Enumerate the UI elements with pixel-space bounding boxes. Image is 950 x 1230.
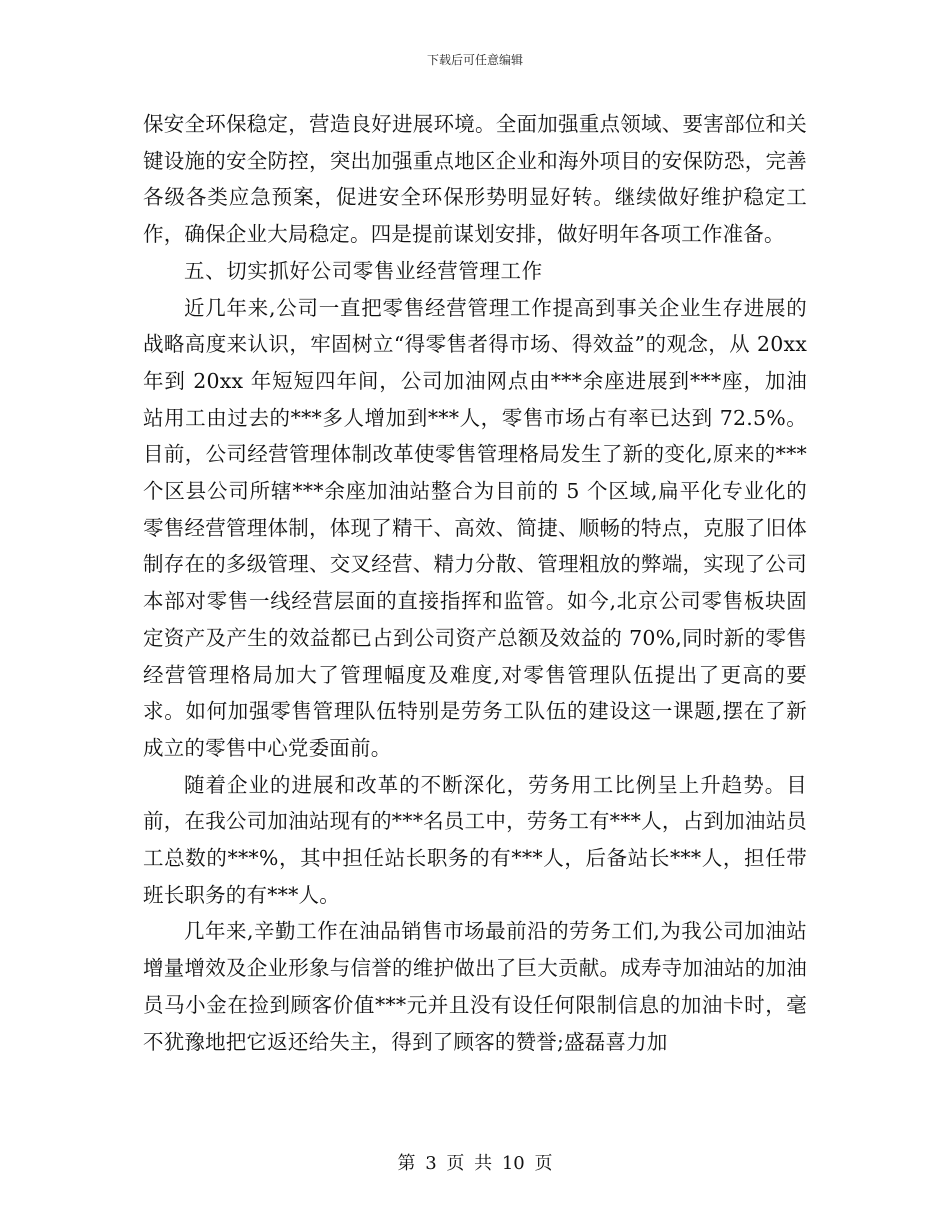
paragraph-labor-contribution: 几年来,辛勤工作在油品销售市场最前沿的劳务工们,为我公司加油站增量增效及企业形象与信誉的维护做出了巨大贡献。成寿寺加油站的加油员马小金在捡到顾客价值***元并且没有设任何限制信息的加油卡时，毫不犹豫地把它返还给失主，得到了顾客的赞誉;盛磊喜力加 <box>143 919 807 1054</box>
paragraph-labor-ratio: 随着企业的进展和改革的不断深化，劳务用工比例呈上升趋势。目前，在我公司加油站现有的***名员工中，劳务工有***人，占到加油站员工总数的***%，其中担任站长职务的有***人，后备站长***人，担任带班长职务的有***人。 <box>143 772 807 907</box>
page-header: 下载后可任意编辑 <box>426 53 523 67</box>
paragraph-retail-management: 近几年来,公司一直把零售经营管理工作提高到事关企业生存进展的战略高度来认识，牢固树立“得零售者得市场、得效益”的观念，从 20xx 年到 20xx 年短短四年间，公司加油网点由***余座进展到***座，加油站用工由过去的***多人增加到***人，零售市场占有率已达到 72.5%。目前，公司经营管理体制改革使零售管理格局发生了新的变化,原来的***个区县公司所辖***余座加油站整合为目前的 5 个区域,扁平化专业化的零售经营管理体制，体现了精干、高效、简捷、顺畅的特点，克服了旧体制存在的多级管理、交叉经营、精力分散、管理粗放的弊端，实现了公司本部对零售一线经营层面的直接指挥和监管。如今,北京公司零售板块固定资产及产生的效益都已占到公司资产总额及效益的 70%,同时新的零售经营管理格局加大了管理幅度及难度,对零售管理队伍提出了更高的要求。如何加强零售管理队伍特别是劳务工队伍的建设这一课题,摆在了新成立的零售中心党委面前。 <box>143 295 807 760</box>
page-footer: 第 3 页 共 10 页 <box>397 1153 553 1174</box>
paragraph-security-work: 保安全环保稳定，营造良好进展环境。全面加强重点领域、要害部位和关键设施的安全防控，突出加强重点地区企业和海外项目的安保防恐，完善各级各类应急预案，促进安全环保形势明显好转。继续做好维护稳定工作，确保企业大局稳定。四是提前谋划安排，做好明年各项工作准备。 <box>143 112 807 247</box>
section-heading: 五、切实抓好公司零售业经营管理工作 <box>184 258 543 283</box>
document-body <box>143 106 807 1060</box>
